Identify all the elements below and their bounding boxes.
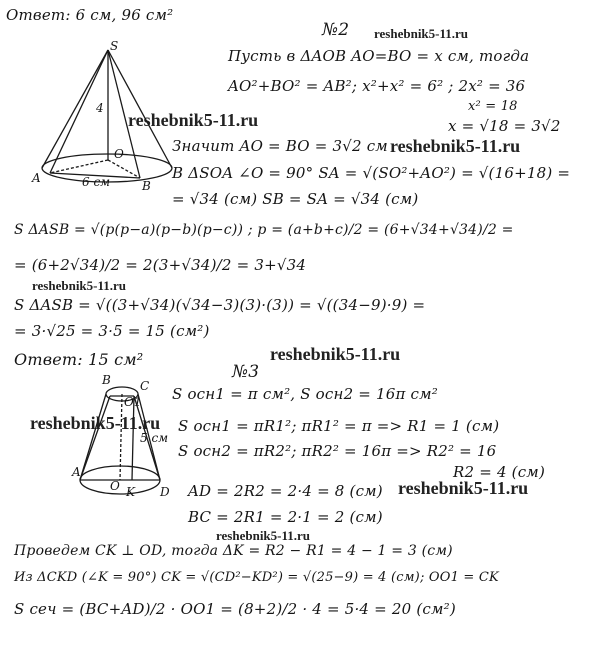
label-k: K (126, 485, 135, 499)
p2-line-7: = √34 (см) SB = SA = √34 (см) (172, 190, 419, 208)
p2-line-10: S ΔASB = √((3+√34)(√34−3)(3)·(3)) = √((34−9)·9) = (14, 296, 426, 314)
p2-line-9: = (6+2√34)/2 = 2(3+√34)/2 = 3+√34 (14, 256, 307, 274)
watermark: reshebnik5-11.ru (128, 110, 259, 130)
problem-3-number: №3 (232, 362, 260, 382)
p3-line-6: BC = 2R1 = 2·1 = 2 (см) (188, 508, 383, 526)
truncated-cone-figure (70, 372, 170, 512)
p3-line-1: S осн1 = π см², S осн2 = 16π см² (172, 385, 438, 403)
p3-line-8: Из ΔCKD (∠K = 90°) CK = √(CD²−KD²) = √(25−9) = 4 (см); OO1 = CK (14, 570, 499, 585)
label-s: S (110, 40, 119, 53)
label-a: A (72, 465, 81, 479)
label-d: D (160, 485, 170, 499)
p2-line-6: В ΔSOA ∠O = 90° SA = √(SO²+AO²) = √(16+18) = (172, 164, 571, 182)
watermark: reshebnik5-11.ru (270, 344, 401, 364)
problem-2-number: №2 (322, 20, 350, 40)
label-b: B (102, 373, 111, 387)
label-a: A (32, 171, 41, 185)
previous-answer: Ответ: 6 см, 96 см² (6, 6, 174, 24)
label-o: O (114, 147, 124, 161)
watermark: reshebnik5-11.ru (398, 478, 529, 498)
label-base: 6 см (82, 175, 111, 189)
p3-line-3: S осн2 = πR2²; πR2² = 16π => R2² = 16 (178, 442, 497, 460)
p2-answer: Ответ: 15 см² (14, 350, 144, 369)
watermark: reshebnik5-11.ru (216, 528, 311, 543)
label-o: O (110, 479, 120, 493)
label-c: C (140, 379, 150, 393)
label-b: B (142, 179, 151, 193)
p3-line-2: S осн1 = πR1²; πR1² = π => R1 = 1 (см) (178, 417, 500, 435)
p2-line-2: AO²+BO² = AB²; x²+x² = 6² ; 2x² = 36 (228, 77, 526, 95)
watermark: reshebnik5-11.ru (374, 26, 469, 41)
p2-line-8: S ΔASB = √(p(p−a)(p−b)(p−c)) ; p = (a+b+c)/2 = (6+√34+√34)/2 = (14, 222, 514, 238)
watermark: reshebnik5-11.ru (30, 413, 161, 433)
p3-line-4: R2 = 4 (см) (453, 463, 545, 481)
label-slant: 5 см (140, 431, 169, 445)
watermark: reshebnik5-11.ru (32, 278, 127, 293)
p2-line-1: Пусть в ΔAOB AO=BO = x см, тогда (228, 47, 530, 65)
p3-line-9: S сеч = (BC+AD)/2 · OO1 = (8+2)/2 · 4 = 5·4 = 20 (см²) (14, 600, 456, 618)
p2-line-4: x = √18 = 3√2 (448, 117, 561, 135)
p3-line-5: AD = 2R2 = 2·4 = 8 (см) (188, 482, 383, 500)
p2-line-3: x² = 18 (468, 99, 518, 114)
p2-line-11: = 3·√25 = 3·5 = 15 (см²) (14, 322, 210, 340)
cone-figure (20, 40, 190, 200)
watermark: reshebnik5-11.ru (390, 136, 521, 156)
p2-line-5: Значит AO = BO = 3√2 см (172, 137, 388, 155)
label-o1: O1 (124, 395, 142, 409)
p3-line-7: Проведем CK ⊥ OD, тогда ΔK = R2 − R1 = 4 − 1 = 3 (см) (14, 543, 453, 559)
label-height: 4 (96, 101, 104, 115)
